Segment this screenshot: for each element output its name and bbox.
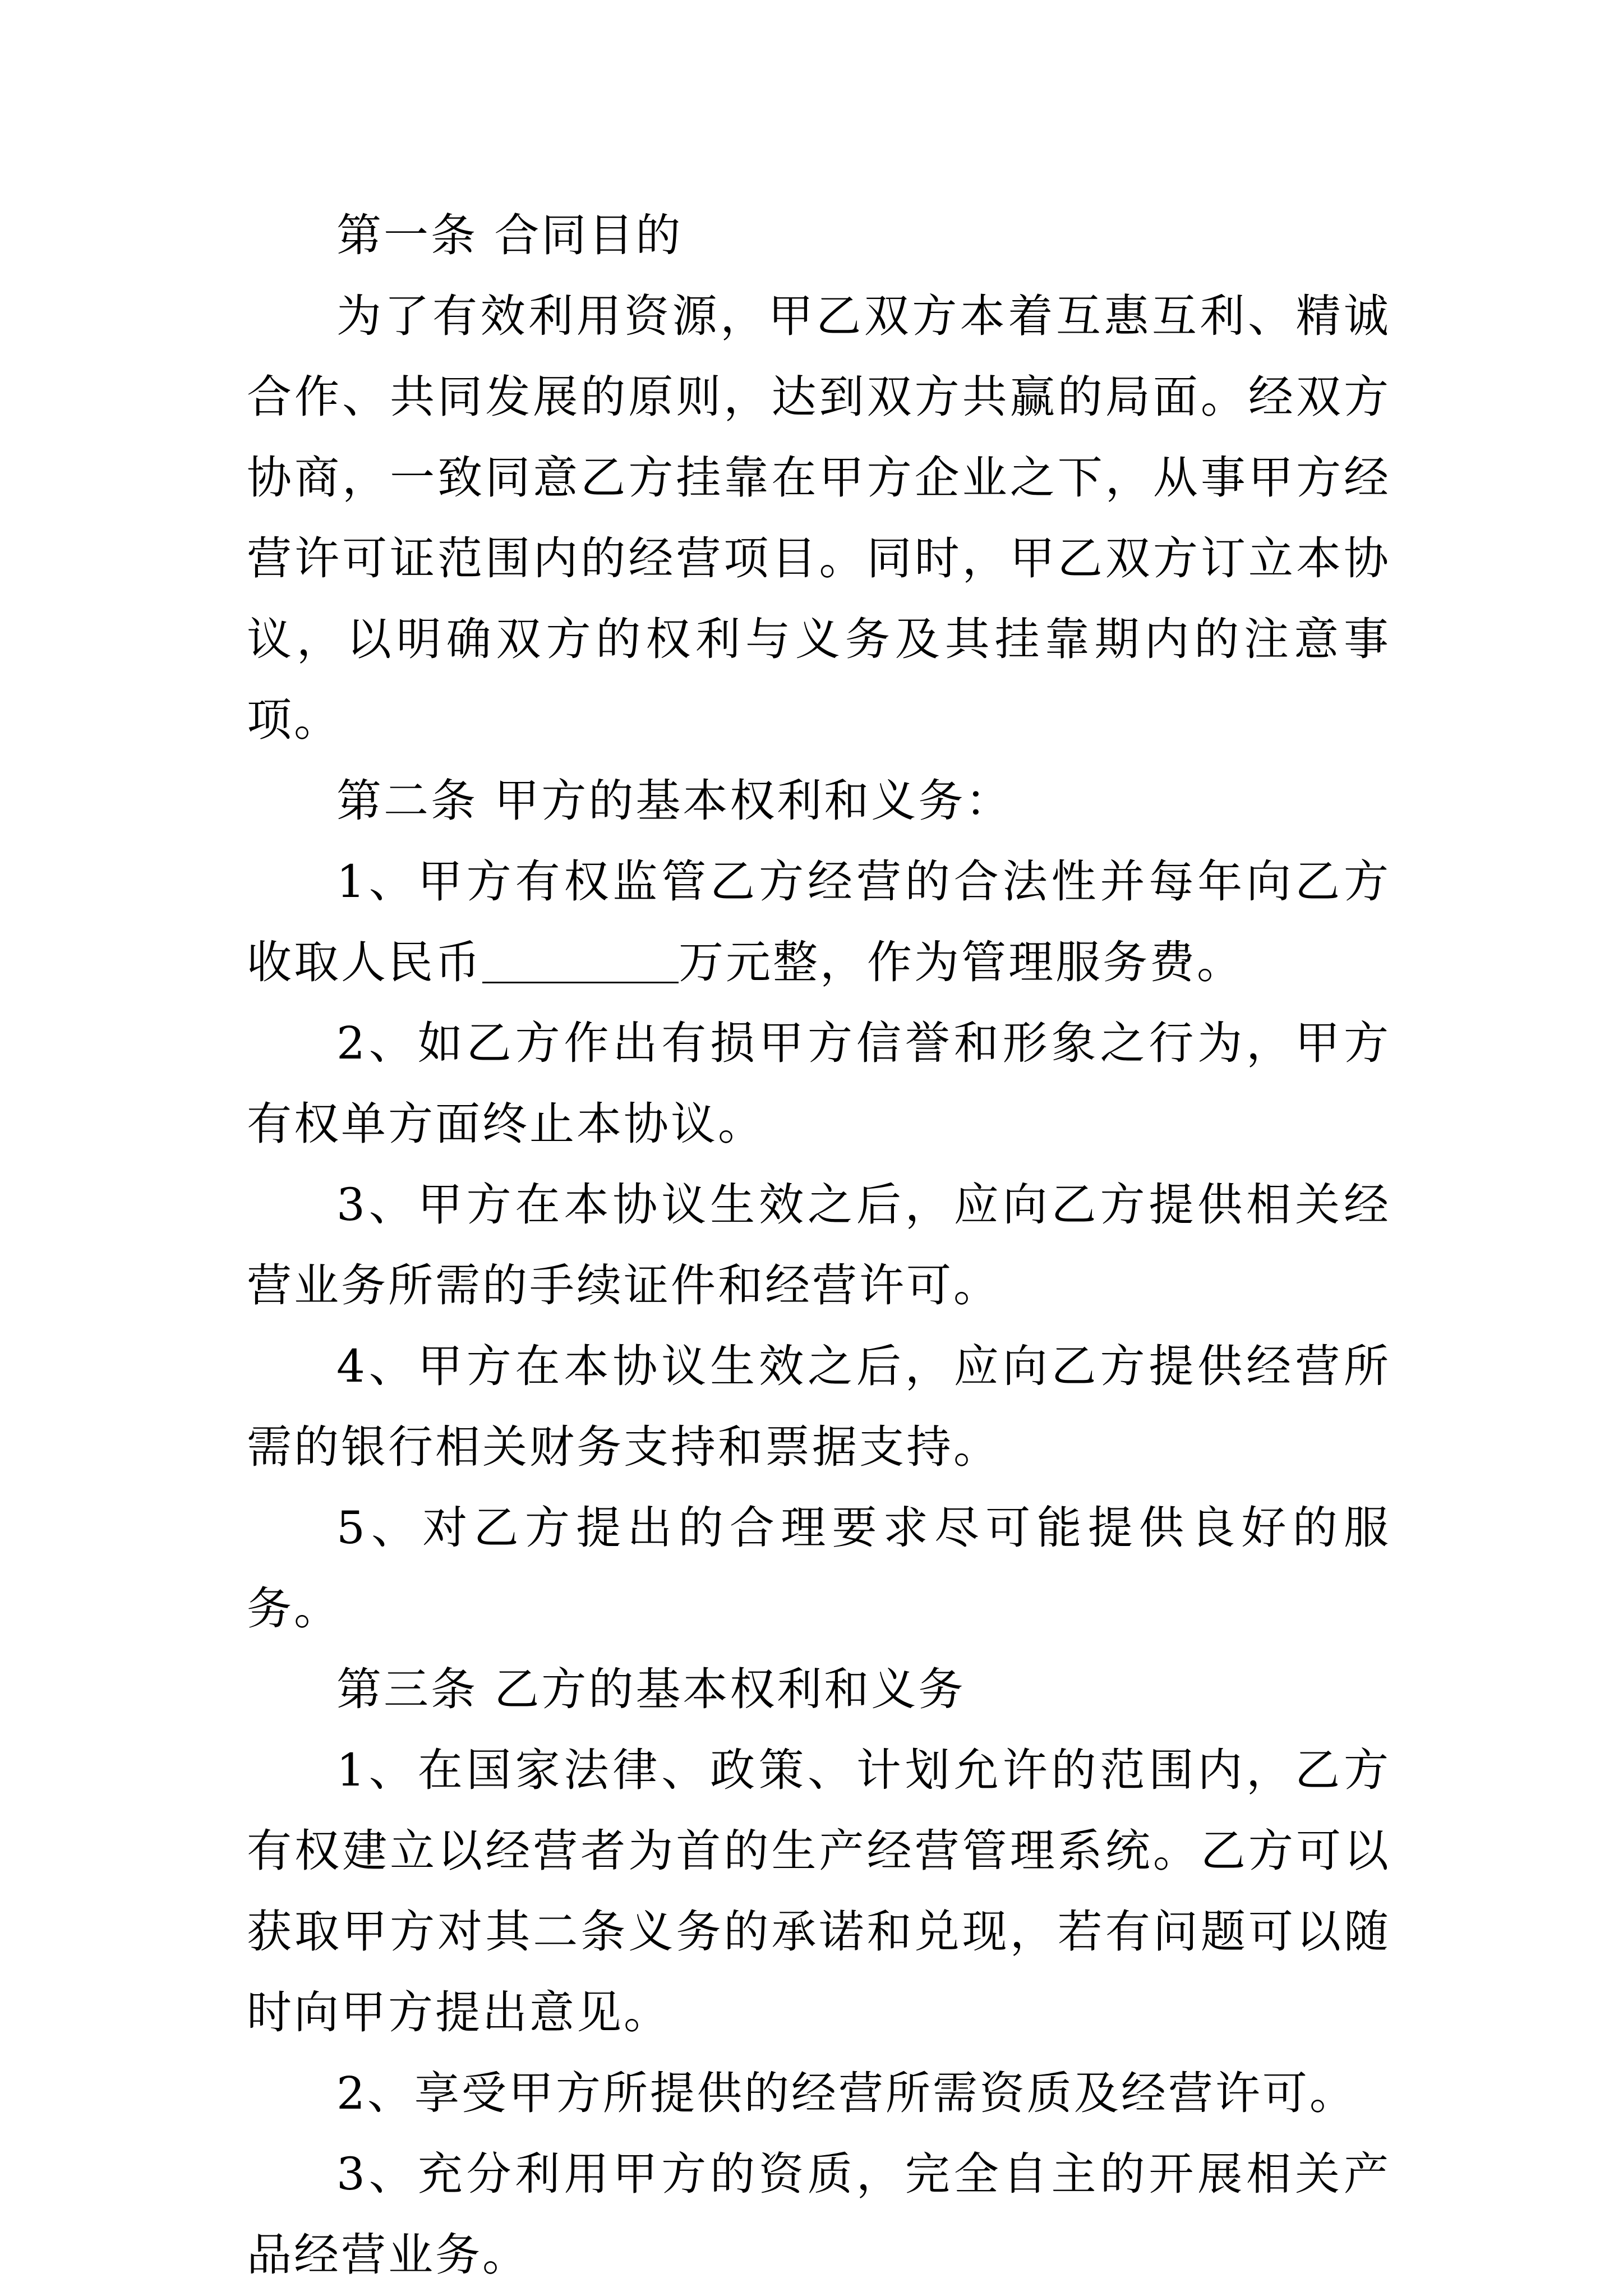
article-3-item-1: 1、在国家法律、政策、计划允许的范围内，乙方有权建立以经营者为首的生产经营管理系统。乙方可以获取甲方对其二条义务的承诺和兑现，若有问题可以随时向甲方提出意见。	[247, 1744, 1391, 2039]
article-3-heading: 第三条 乙方的基本权利和义务	[336, 1663, 966, 1715]
fee-amount-blank	[482, 937, 679, 983]
article-2-item-5: 5、对乙方提出的合理要求尽可能提供良好的服务。	[247, 1502, 1391, 1635]
contract-body	[247, 195, 1391, 2295]
article-3-item-2: 2、享受甲方所提供的经营所需资质及经营许可。	[336, 2067, 1357, 2119]
article-2-item-2: 2、如乙方作出有损甲方信誉和形象之行为，甲方有权单方面终止本协议。	[247, 1017, 1391, 1150]
article-2-heading: 第二条 甲方的基本权利和义务：	[336, 775, 1013, 827]
article-1-heading: 第一条 合同目的	[336, 209, 683, 261]
article-2-item-3: 3、甲方在本协议生效之后，应向乙方提供相关经营业务所需的手续证件和经营许可。	[247, 1179, 1391, 1312]
article-3-item-3: 3、充分利用甲方的资质，完全自主的开展相关产品经营业务。	[247, 2148, 1391, 2281]
article-1-paragraph: 为了有效利用资源，甲乙双方本着互惠互利、精诚合作、共同发展的原则，达到双方共赢的局面。经双方协商，一致同意乙方挂靠在甲方企业之下，从事甲方经营许可证范围内的经营项目。同时，甲乙双方订立本协议，以明确双方的权利与义务及其挂靠期内的注意事项。	[247, 290, 1391, 746]
article-2-item-1	[247, 841, 1391, 1003]
article-2-item-4: 4、甲方在本协议生效之后，应向乙方提供经营所需的银行相关财务支持和票据支持。	[247, 1340, 1391, 1473]
article-2-item-1-text-before: 1、甲方有权监管乙方经营的合法性并每年向乙方收取人民币	[247, 855, 1391, 988]
article-2-item-1-text-after: 万元整，作为管理服务费。	[679, 936, 1244, 988]
